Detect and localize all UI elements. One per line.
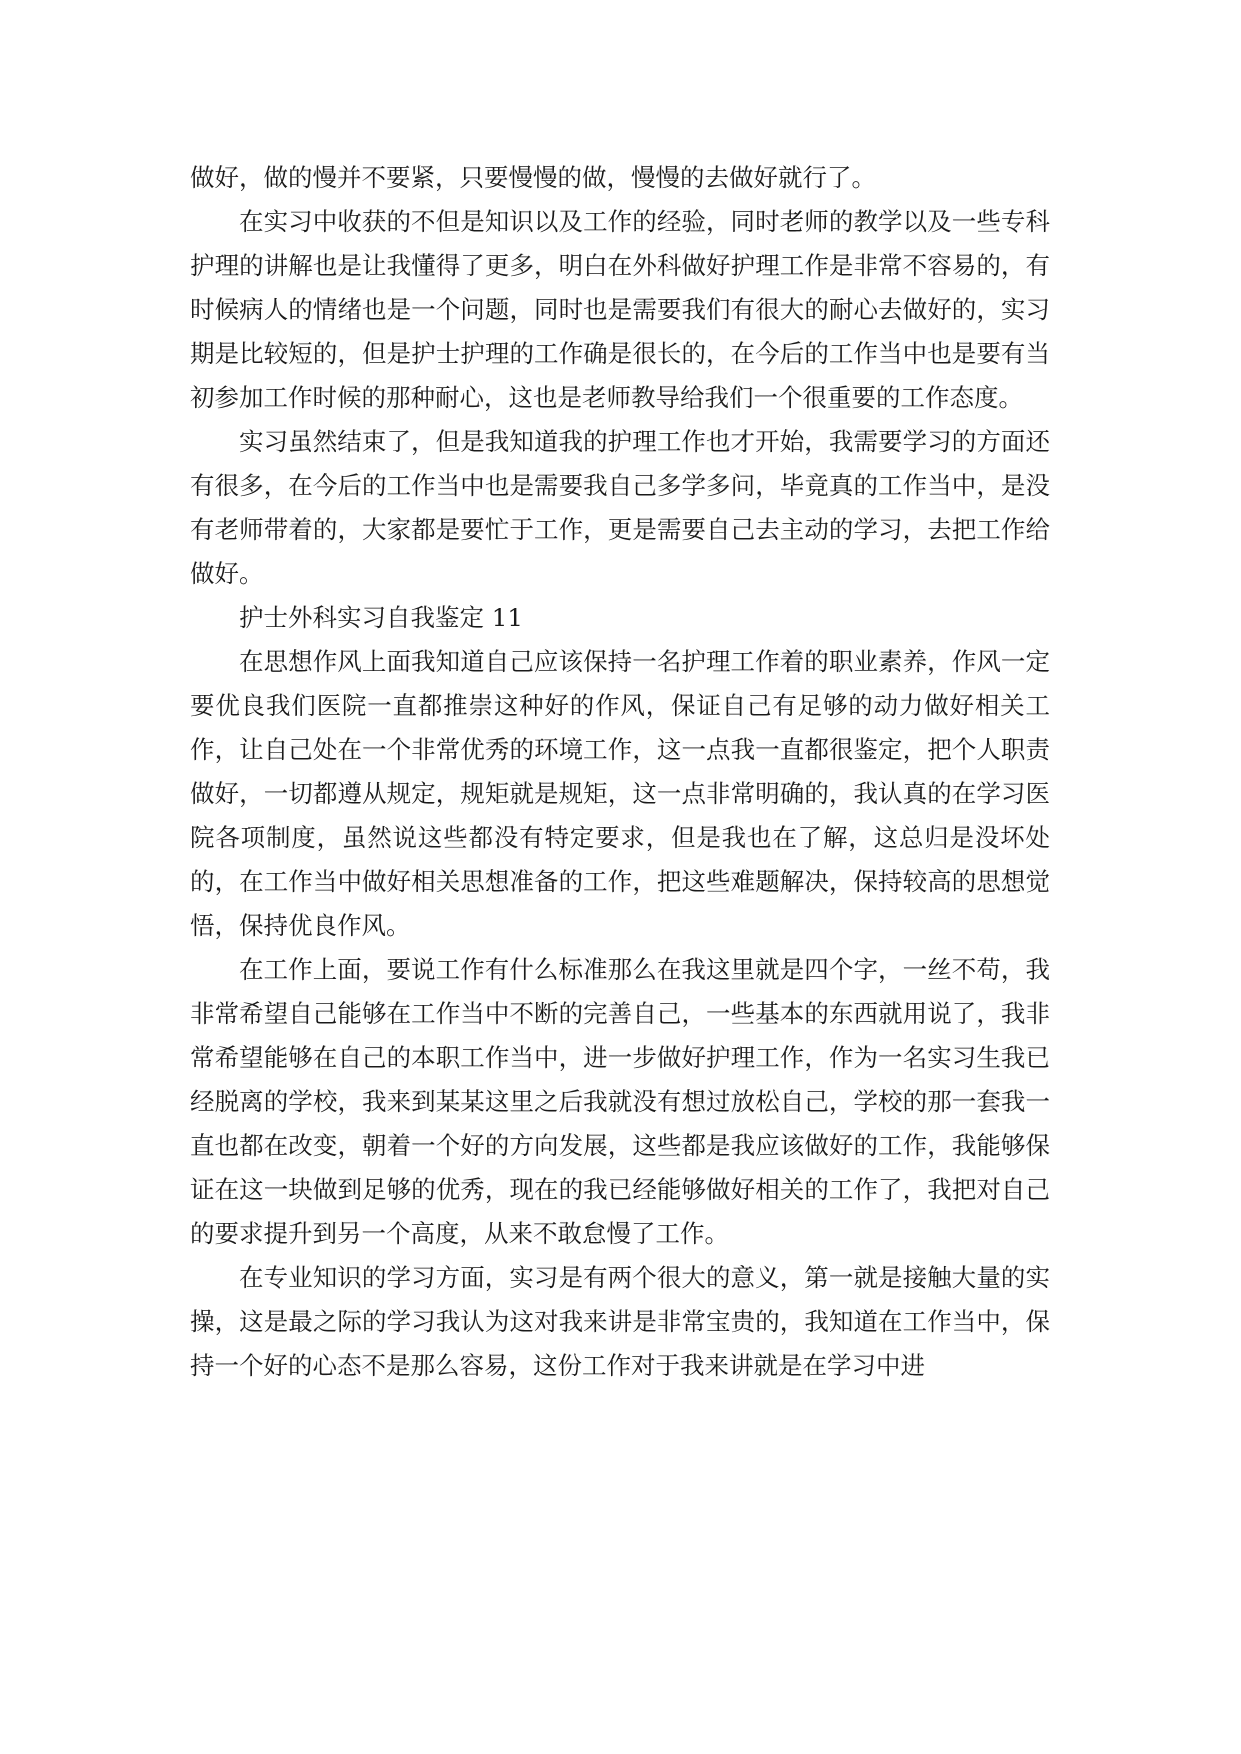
paragraph-ideology-style: 在思想作风上面我知道自己应该保持一名护理工作着的职业素养，作风一定要优良我们医院一直都推崇这种好的作风，保证自己有足够的动力做好相关工作，让自己处在一个非常优秀的环境工作，这一点我一直都很鉴定，把个人职责做好，一切都遵从规定，规矩就是规矩，这一点非常明确的，我认真的在学习医院各项制度，虽然说这些都没有特定要求，但是我也在了解，这总归是没坏处的，在工作当中做好相关思想准备的工作，把这些难题解决，保持较高的思想觉悟，保持优良作风。 (190, 647, 1050, 940)
paragraph-continuation: 做好，做的慢并不要紧，只要慢慢的做，慢慢的去做好就行了。 (190, 163, 876, 192)
section-heading: 护士外科实习自我鉴定 11 (239, 603, 523, 632)
paragraph-work-standards: 在工作上面，要说工作有什么标准那么在我这里就是四个字，一丝不苟，我非常希望自己能够在工作当中不断的完善自己，一些基本的东西就用说了，我非常希望能够在自己的本职工作当中，进一步做好护理工作，作为一名实习生我已经脱离的学校，我来到某某这里之后我就没有想过放松自己，学校的那一套我一直也都在改变，朝着一个好的方向发展，这些都是我应该做好的工作，我能够保证在这一块做到足够的优秀，现在的我已经能够做好相关的工作了，我把对自己的要求提升到另一个高度，从来不敢怠慢了工作。 (190, 955, 1050, 1248)
paragraph-internship-end: 实习虽然结束了，但是我知道我的护理工作也才开始，我需要学习的方面还有很多，在今后的工作当中也是需要我自己多学多问，毕竟真的工作当中，是没有老师带着的，大家都是要忙于工作，更是需要自己去主动的学习，去把工作给做好。 (190, 427, 1050, 588)
document-body (190, 156, 1050, 1388)
paragraph-professional-knowledge: 在专业知识的学习方面，实习是有两个很大的意义，第一就是接触大量的实操，这是最之际的学习我认为这对我来讲是非常宝贵的，我知道在工作当中，保持一个好的心态不是那么容易，这份工作对于我来讲就是在学习中进 (190, 1263, 1050, 1380)
paragraph-internship-gains: 在实习中收获的不但是知识以及工作的经验，同时老师的教学以及一些专科护理的讲解也是让我懂得了更多，明白在外科做好护理工作是非常不容易的，有时候病人的情绪也是一个问题，同时也是需要我们有很大的耐心去做好的，实习期是比较短的，但是护士护理的工作确是很长的，在今后的工作当中也是要有当初参加工作时候的那种耐心，这也是老师教导给我们一个很重要的工作态度。 (190, 207, 1050, 412)
